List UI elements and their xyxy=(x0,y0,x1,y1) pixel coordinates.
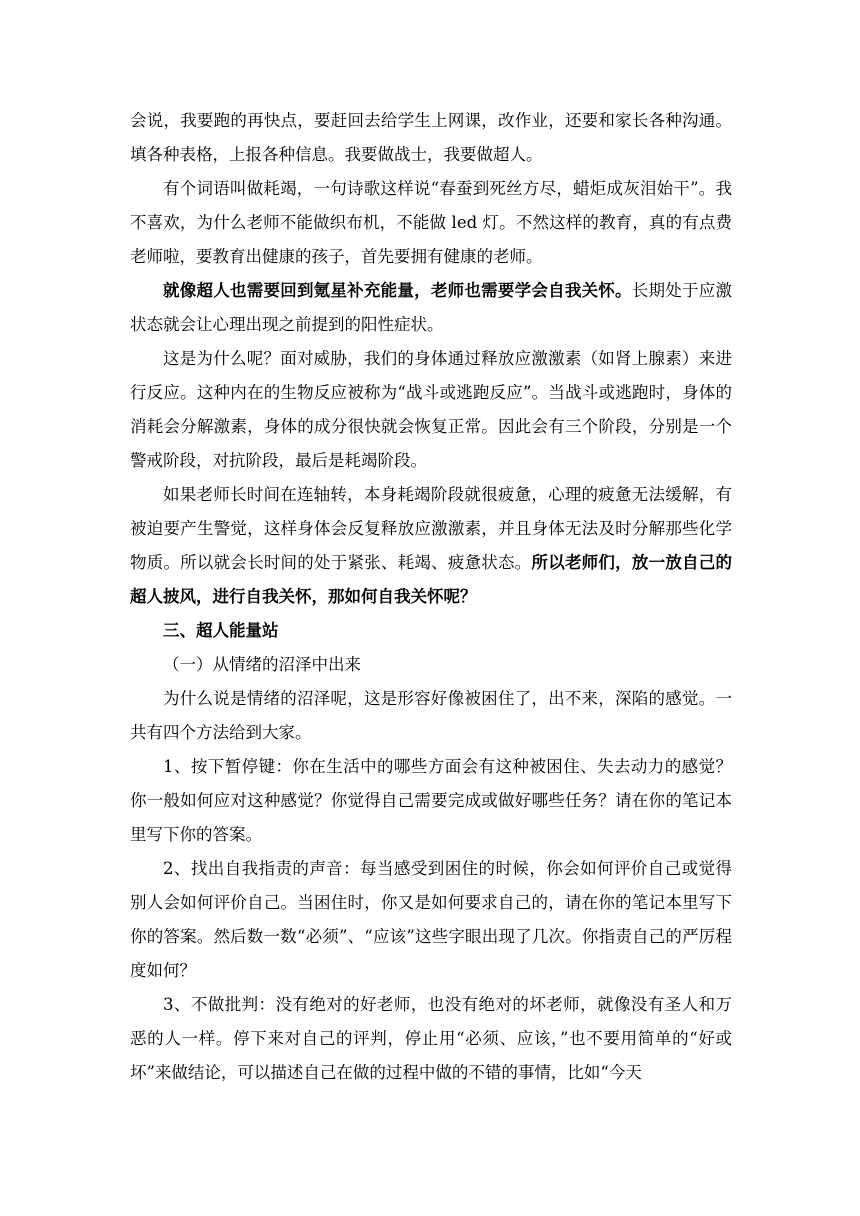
paragraph-9: 3、不做批判：没有绝对的好老师，也没有绝对的坏老师，就像没有圣人和万恶的人一样。停下来对自己的评判，停止用“必须、应该，”也不要用简单的“好或坏”来做结论，可以描述自己在做的过程中做的不错的事情，比如“今天 xyxy=(130,995,732,1082)
section-heading-3: 三、超人能量站 xyxy=(163,621,279,640)
paragraph-7: 1、按下暂停键：你在生活中的哪些方面会有这种被困住、失去动力的感觉？你一般如何应对这种感觉？你觉得自己需要完成或做好哪些任务？请在你的笔记本里写下你的答案。 xyxy=(130,757,732,844)
paragraph-8: 2、找出自我指责的声音：每当感受到困住的时候，你会如何评价自己或觉得别人会如何评价自己。当困住时，你又是如何要求自己的，请在你的笔记本里写下你的答案。然后数一数“必须”、“应该”这些字眼出现了几次。你指责自己的严厉程度如何？ xyxy=(130,859,732,980)
paragraph-6: 为什么说是情绪的沼泽呢，这是形容好像被困住了，出不来，深陷的感觉。一共有四个方法给到大家。 xyxy=(130,689,732,742)
paragraph-3-text: 长期处于应激状态就会让心理出现之前提到的阳性症状。 xyxy=(130,281,733,334)
paragraph-3 xyxy=(130,274,732,342)
paragraph-2: 有个词语叫做耗竭，一句诗歌这样说“春蚕到死丝方尽，蜡炬成灰泪始干”。我不喜欢，为什么老师不能做织布机，不能做 led 灯。不然这样的教育，真的有点费老师啦，要教育出健康的孩子，首先要拥有健康的老师。 xyxy=(130,179,732,266)
paragraph-5-text: 如果老师长时间在连轴转，本身耗竭阶段就很疲惫，心理的疲惫无法缓解，有被迫要产生警觉，这样身体会反复释放应激激素，并且身体无法及时分解那些化学物质。所以就会长时间的处于紧张、耗竭、疲惫状态。 xyxy=(130,485,732,572)
document-body xyxy=(130,104,732,1090)
paragraph-4: 这是为什么呢？面对威胁，我们的身体通过释放应激激素（如肾上腺素）来进行反应。这种内在的生物反应被称为“战斗或逃跑反应”。当战斗或逃跑时，身体的消耗会分解激素，身体的成分很快就会恢复正常。因此会有三个阶段，分别是一个警戒阶段，对抗阶段，最后是耗竭阶段。 xyxy=(130,349,732,470)
paragraph-5 xyxy=(130,478,732,614)
sub-heading-1: （一）从情绪的沼泽中出来 xyxy=(163,655,361,674)
paragraph-5-emphasis: 所以老师们，放一放自己的超人披风，进行自我关怀，那如何自我关怀呢？ xyxy=(130,553,733,606)
paragraph-3-emphasis: 就像超人也需要回到氪星补充能量，老师也需要学会自我关怀。 xyxy=(163,281,632,300)
paragraph-1: 会说，我要跑的再快点，要赶回去给学生上网课，改作业，还要和家长各种沟通。填各种表格，上报各种信息。我要做战士，我要做超人。 xyxy=(130,111,732,164)
